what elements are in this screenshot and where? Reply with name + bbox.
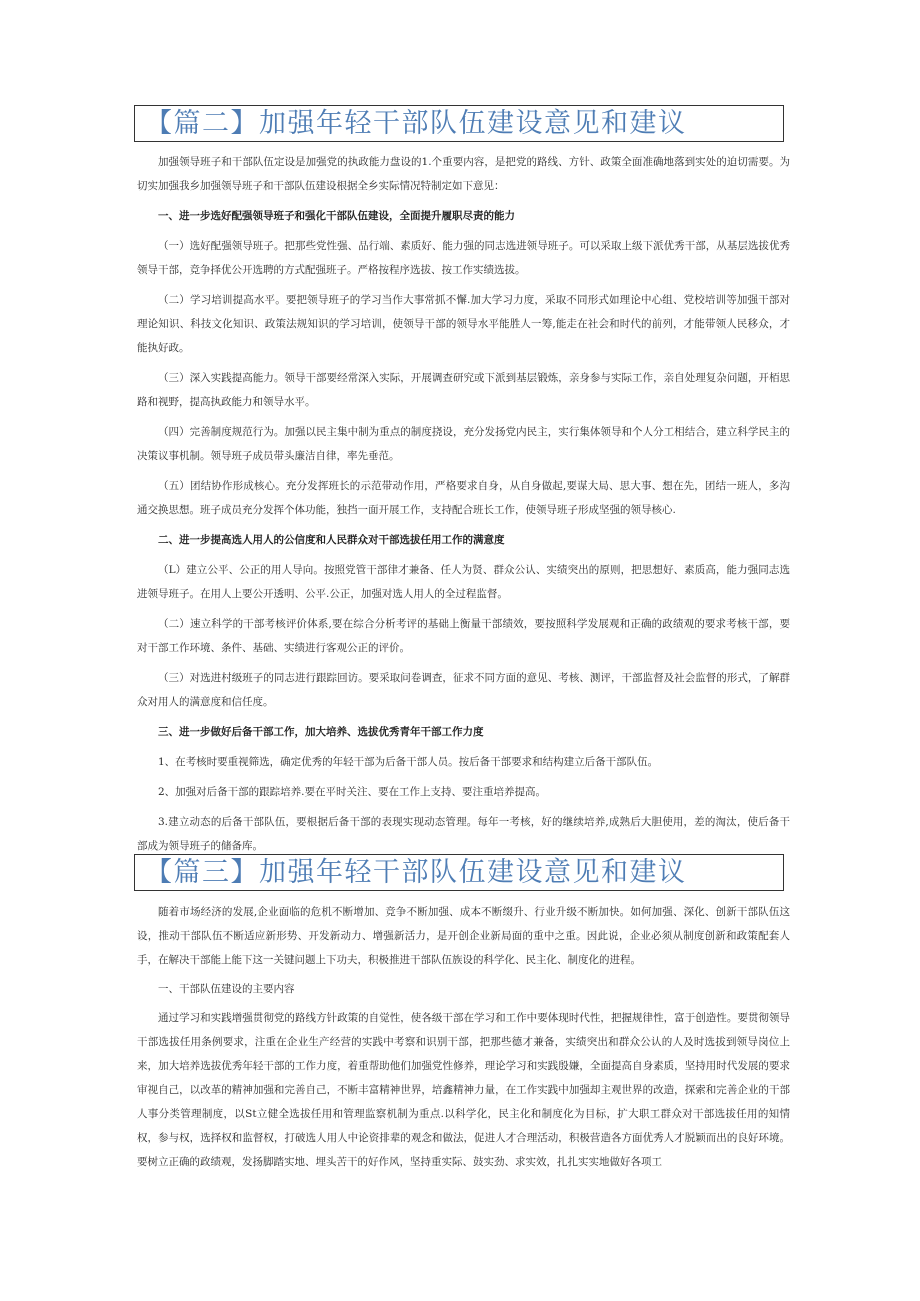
section2-paragraph: （三）深入实践提高能力。领导干部要经常深入实际，开展调查研究或下派到基层锻炼，亲身参与实际工作，亲自处理复杂问题，开栢思路和视野，提高执政能力和领导水平。 bbox=[137, 372, 790, 408]
section2-title: 【篇二】加强年轻干部队伍建设意见和建议 bbox=[145, 108, 687, 139]
section3-paragraph: 随着市场经济的发展,企业面临的危机不断增加、竞争不断加强、成本不断缀升、行业升级不断加快。如何加强、深化、创新干部队伍这设，推动干部队伍不断适应新形势、开发新动力、增强新活力，是开创企业新局面的重中之重。因此说，企业必须从制度创新和政策配套人手，在解决干部能上能下这一关键问题上下功夫，积极推进干部队伍族设的科学化、民主化、制度化的进程。 bbox=[137, 906, 790, 966]
section3-title-box bbox=[134, 854, 784, 891]
section2-paragraph: 1、在考核时要重视筛选，确定优秀的年轻干部为后备干部人员。按后备干部要求和结构建立后备干部队伍。 bbox=[158, 756, 659, 768]
section2-paragraph: 2、加强对后备干部的跟踪培养.要在平时关注、要在工作上支持、要注重培养提高。 bbox=[158, 786, 547, 798]
section2-paragraph: 3.建立动态的后备干部队伍，要根据后备干部的表现实现动态管理。每年一考核，好的继续培养,成熟后大胆使用，差的淘汰，使后备干部成为领导班子的储备库。 bbox=[137, 816, 790, 852]
section2-paragraph: （四）完善制度规范行为。加强以民主集中制为重点的制度挠设，充分发扬党内民主，实行集体领导和个人分工相结合，建立科学民主的决策议事机制。领导班子成员带头廉洁自律，率先垂范。 bbox=[137, 426, 790, 462]
section2-heading-3: 三、进一步做好后备干部工作，加大培养、选拔优秀青年干部工作力度 bbox=[158, 726, 484, 738]
section2-heading-1: 一、进一步选好配强领导班子和强化干部队伍建设，全面提升履职尽责的能力 bbox=[158, 210, 515, 222]
section2-body bbox=[137, 150, 790, 864]
section3-paragraph: 通过学习和实践增强贯彻党的路线方针政策的自觉性，使各级干部在学习和工作中要体现时代性，把握规律性，富于创造性。要贯彻领导干部选拔任用条例要求，注重在企业生产经营的实践中考察和识别干部，把那些德才兼备，实绩突出和群众公认的人及时选拔到领导岗位上来，加大培养选拔优秀年轻干部的工作力度，着重帮助他们加强党性修养，理论学习和实践殷嫌，全面提高自身素质，坚持用时代发展的要求审视自己，以改革的精神加强和完善自己，不断丰富精神世界，培鑫精神力量，在工作实践中加强却主观世界的改造，探索和完善企业的干部人事分类管理制度，以St立健全选拔任用和管理监察机制为重点.以科学化，民主化和制度化为目标，扩大职工群众对干部选拔任用的知情权，参与权，选择权和监督权，打破选人用人中论资排辈的观念和做法，促进人才合理活动，积极营造各方面优秀人才脱颖而出的良好环境。要树立正确的政绩观，发扬脚踏实地、埋头苦干的好作风，坚持重实际、鼓实劲、求实效，扎扎实实地做好各项工 bbox=[137, 1012, 790, 1168]
section2-heading-2: 二、进一步提高选人用人的公信度和人民群众对干部选拔任用工作的满意度 bbox=[158, 534, 505, 546]
section3-subheading: 一、干部队伍建设的主要内容 bbox=[158, 983, 295, 995]
section2-paragraph: （一）选好配强领导班子。把那些党性强、品行端、素质好、能力强的同志选进领导班子。可以采取上级下派优秀干部，从基层选拔优秀领导干部，竞争择优公开选聘的方式配强班子。严格按程序选拔、按工作实绩选拔。 bbox=[137, 240, 790, 276]
section3-body bbox=[137, 900, 790, 1179]
section2-title-box bbox=[134, 105, 784, 142]
section2-paragraph: （五）团结协作形成核心。充分发挥班长的示范带动作用，严格要求自身，从自身做起,要谋大局、思大事、想在先，团结一班人，多沟通交换思想。班子成员充分发挥个体功能，独挡一面开展工作，支持配合班长工作，使领导班子形成坚强的领导核心. bbox=[137, 480, 790, 516]
section2-paragraph: （二）速立科学的干部考核评价体系,要在综合分析考评的基础上衡量干部绩效，要按照科学发展观和正确的政绩观的要求考核干部，要对干部工作环境、条件、基础、实绩进行客观公正的评价。 bbox=[137, 618, 790, 654]
section2-paragraph: （二）学习培训提高水平。要把领导班子的学习当作大事常抓不懈.加大学习力度，采取不同形式如理论中心组、党校培训等加强干部对理论知识、科技文化知识、政策法规知识的学习培训，使领导干部的领导水平能胜人一筹,能走在社会和时代的前列，才能带领人民移众，才能执好政。 bbox=[137, 294, 790, 354]
section2-paragraph: （三）对选进村级班子的同志进行跟踪回访。要采取问卷调查，征求不同方面的意见、考核、测评，干部监督及社会监督的形式，了解群众对用人的满意度和信任度。 bbox=[137, 672, 790, 708]
section2-paragraph: （L）建立公平、公正的用人导向。按照党管干部律才兼备、任人为贤、群众公认、实绩突出的原则，把思想好、素质高，能力强同志选进领导班子。在用人上要公开透明、公平.公正，加强对选人用人的全过程监督。 bbox=[137, 564, 790, 600]
section2-intro: 加强领导班子和干部队伍定设是加强党的执政能力盘设的1.个重要内容，是把党的路线、方针、政策全面准确地落到实处的迫切需要。为切实加强我乡加强领导班子和干部队伍建设根据全乡实际情况特制定如下意见： bbox=[137, 156, 790, 192]
section3-title: 【篇三】加强年轻干部队伍建设意见和建议 bbox=[145, 857, 687, 888]
